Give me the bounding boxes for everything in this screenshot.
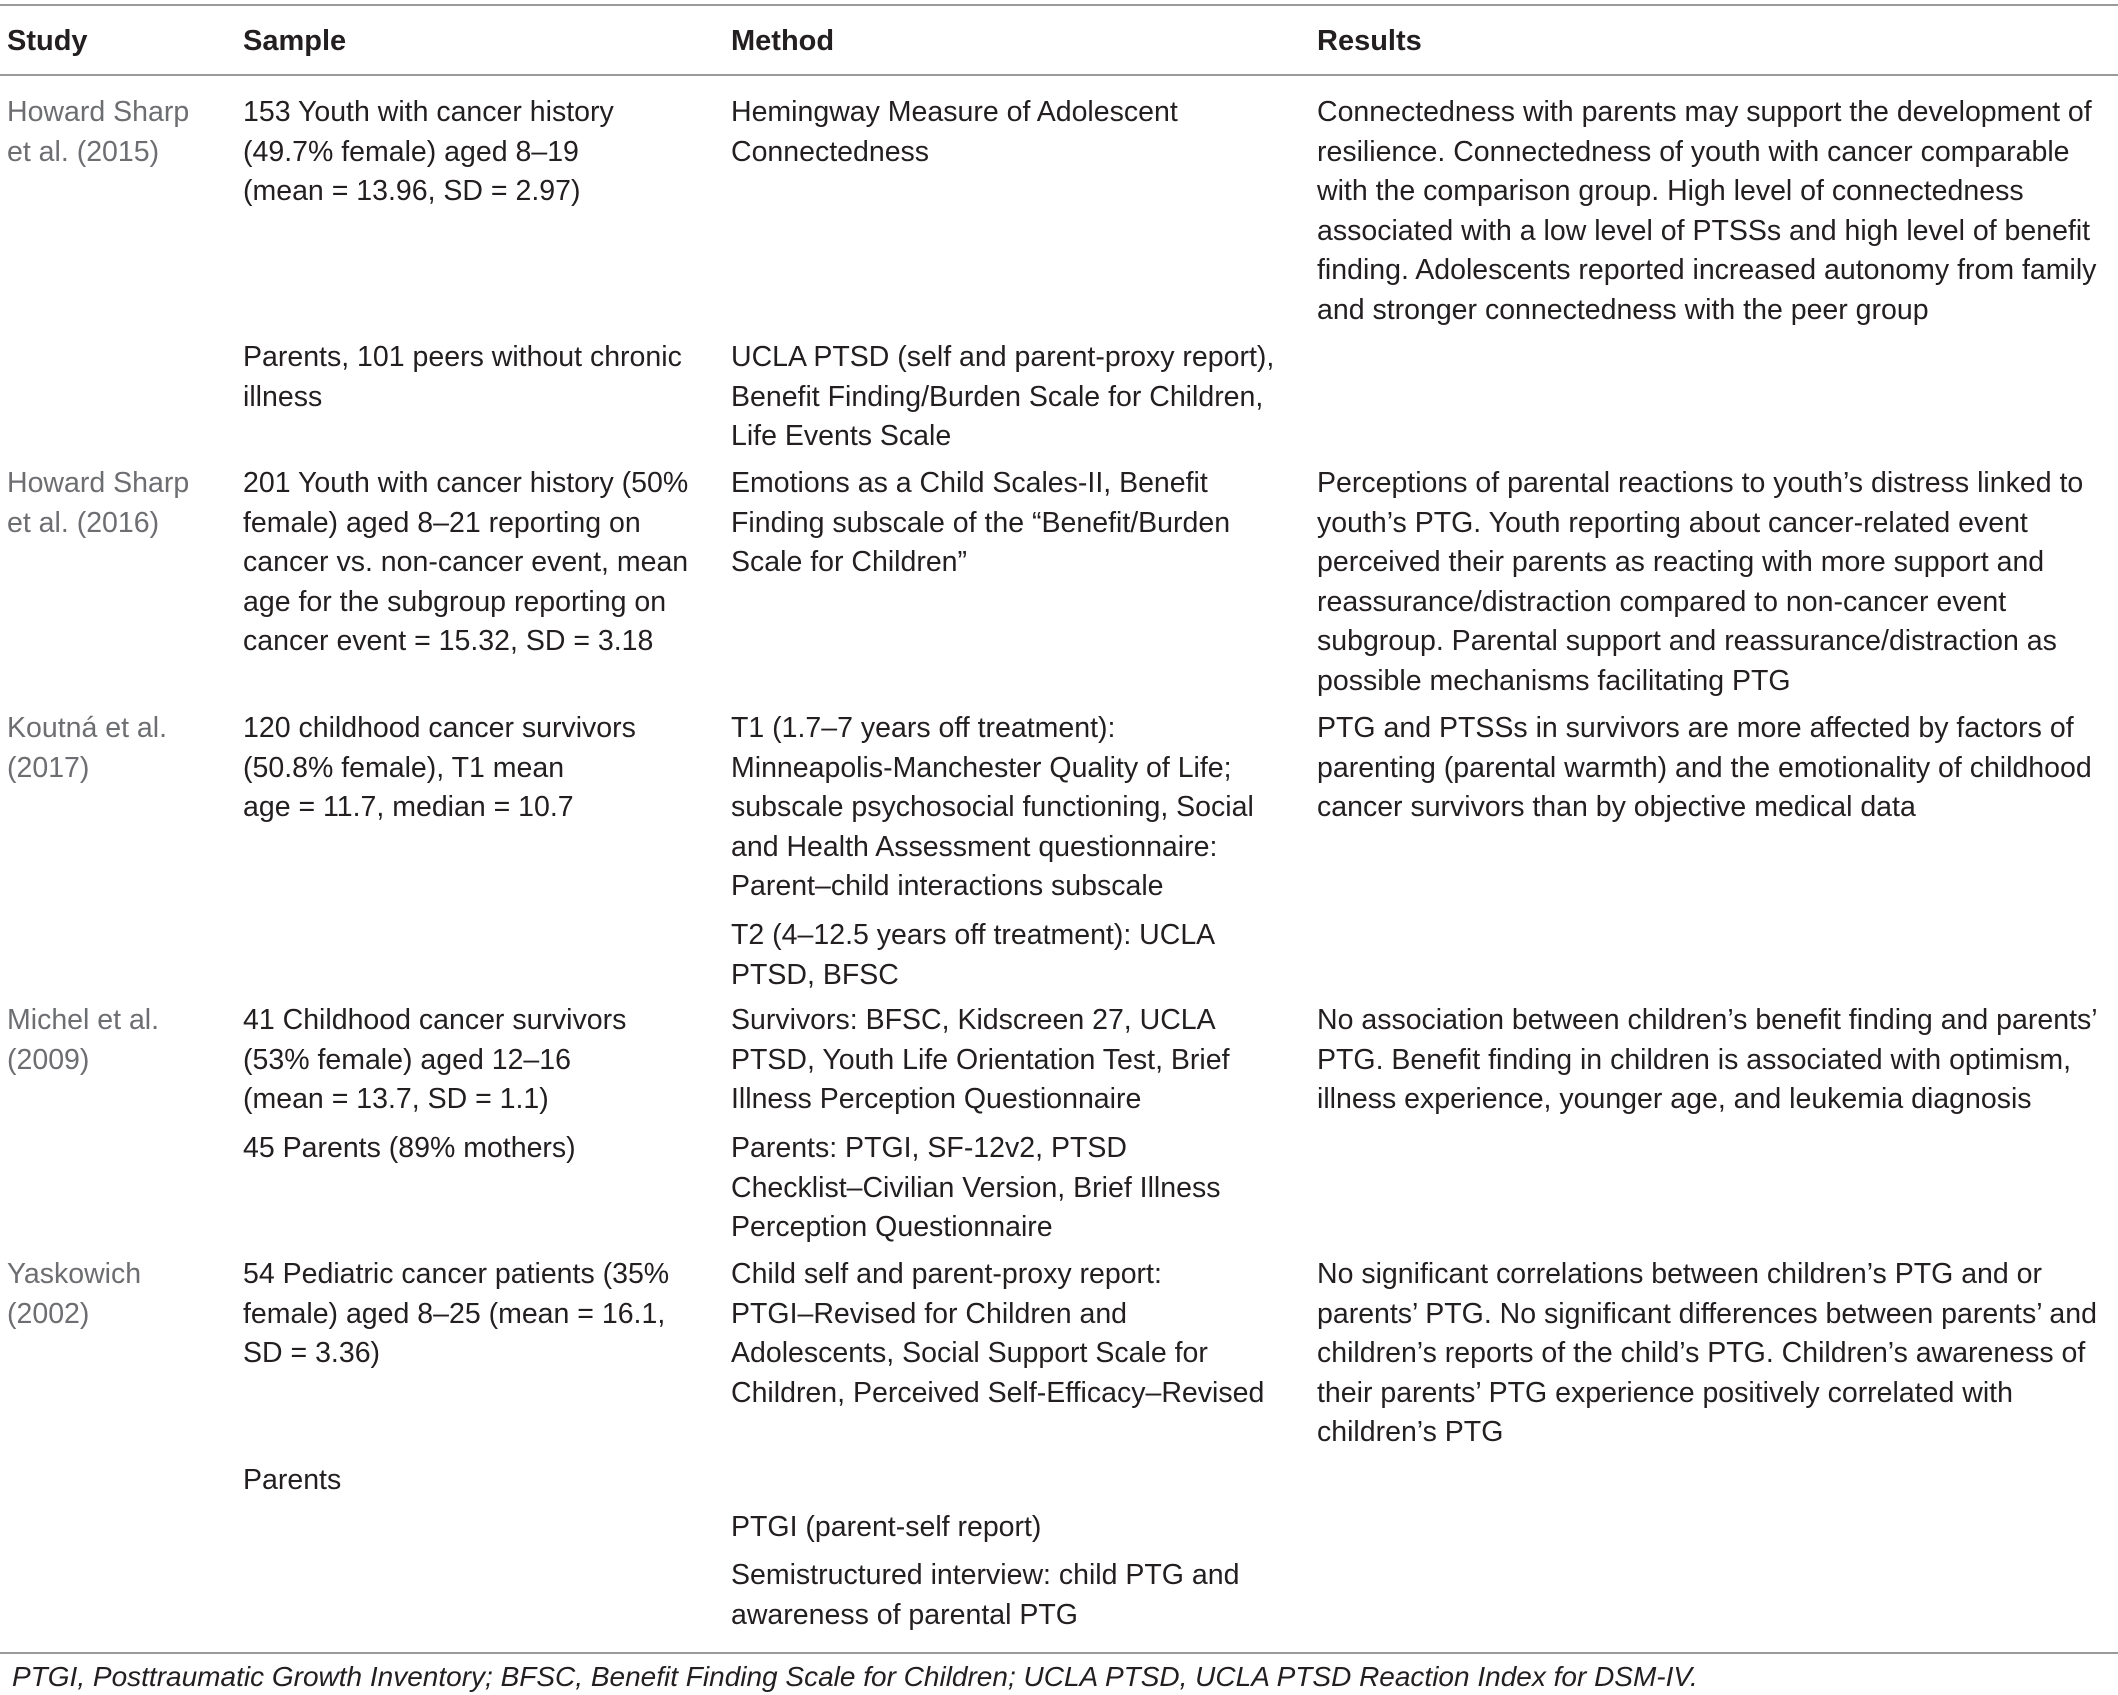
method-subcell: Parents: PTGI, SF-12v2, PTSD Checklist–Civilian Version, Brief Illness Perception Questionnaire — [731, 1132, 1221, 1243]
header-study: Study — [7, 25, 88, 57]
header-rule — [0, 74, 2118, 76]
sample-cell: 120 childhood cancer survivors (50.8% female), T1 mean age = 11.7, median = 10.7 — [243, 712, 636, 823]
method-cell: Child self and parent-proxy report: PTGI–Revised for Children and Adolescents, Social Support Scale for Children, Perceived Self-Efficacy–Revised — [731, 1258, 1265, 1409]
table-bottom-rule — [0, 1652, 2118, 1654]
method-subcell: PTGI (parent-self report) — [731, 1511, 1042, 1543]
header-results: Results — [1317, 25, 1422, 57]
results-cell: No association between children’s benefit finding and parents’ PTG. Benefit finding in children is associated with optimism, illness experience, younger age, and leukemia diagnosis — [1317, 1004, 2098, 1115]
study-cell: Yaskowich (2002) — [7, 1258, 142, 1330]
results-cell: PTG and PTSSs in survivors are more affected by factors of parenting (parental warmth) and the emotionality of childhood cancer survivors than by objective medical data — [1317, 712, 2092, 823]
results-cell: Connectedness with parents may support the development of resilience. Connectedness of youth with cancer comparable with the comparison group. High level of connectedness associated with a low level of PTSSs and high level of benefit finding. Adolescents reported increased autonomy from family and stronger connectedness with the peer group — [1317, 96, 2097, 326]
sample-cell: 41 Childhood cancer survivors (53% female) aged 12–16 (mean = 13.7, SD = 1.1) — [243, 1004, 627, 1115]
table-top-rule — [0, 4, 2118, 6]
sample-cell: 54 Pediatric cancer patients (35% female) aged 8–25 (mean = 16.1, SD = 3.36) — [243, 1258, 670, 1369]
sample-subcell: 45 Parents (89% mothers) — [243, 1132, 576, 1164]
method-cell: Emotions as a Child Scales-II, Benefit Finding subscale of the “Benefit/Burden Scale for Children” — [731, 467, 1231, 578]
method-cell: Hemingway Measure of Adolescent Connectedness — [731, 96, 1178, 168]
method-subcell: T2 (4–12.5 years off treatment): UCLA PTSD, BFSC — [731, 919, 1216, 991]
header-method: Method — [731, 25, 835, 57]
header-sample: Sample — [243, 25, 347, 57]
method-subcell: Semistructured interview: child PTG and awareness of parental PTG — [731, 1559, 1240, 1631]
study-cell: Koutná et al. (2017) — [7, 712, 168, 784]
method-cell: T1 (1.7–7 years off treatment): Minneapolis-Manchester Quality of Life; subscale psychosocial functioning, Social and Health Assessment questionnaire: Parent–child interactions subscale — [731, 712, 1254, 902]
table-footnote: PTGI, Posttraumatic Growth Inventory; BFSC, Benefit Finding Scale for Children; UCLA PTSD, UCLA PTSD Reaction Index for DSM-IV. — [12, 1661, 1698, 1692]
method-subcell: UCLA PTSD (self and parent-proxy report), Benefit Finding/Burden Scale for Children, Life Events Scale — [731, 341, 1275, 452]
study-cell: Howard Sharp et al. (2015) — [7, 96, 190, 168]
method-cell: Survivors: BFSC, Kidscreen 27, UCLA PTSD, Youth Life Orientation Test, Brief Illness Perception Questionnaire — [731, 1004, 1230, 1115]
sample-cell: 201 Youth with cancer history (50% female) aged 8–21 reporting on cancer vs. non-cancer event, mean age for the subgroup reporting on cancer event = 15.32, SD = 3.18 — [243, 467, 689, 657]
results-cell: Perceptions of parental reactions to youth’s distress linked to youth’s PTG. Youth reporting about cancer-related event perceived their parents as reacting with more support and reassurance/distraction compared to non-cancer event subgroup. Parental support and reassurance/distraction as possible mechanisms facilitating PTG — [1317, 467, 2084, 697]
study-cell: Howard Sharp et al. (2016) — [7, 467, 190, 539]
results-cell: No significant correlations between children’s PTG and or parents’ PTG. No significant differences between parents’ and children’s reports of the child’s PTG. Children’s awareness of their parents’ PTG experience positively correlated with children’s PTG — [1317, 1258, 2097, 1448]
sample-subcell: Parents — [243, 1464, 342, 1496]
sample-cell: 153 Youth with cancer history (49.7% female) aged 8–19 (mean = 13.96, SD = 2.97) — [243, 96, 614, 207]
sample-subcell: Parents, 101 peers without chronic illness — [243, 341, 682, 413]
study-cell: Michel et al. (2009) — [7, 1004, 160, 1076]
